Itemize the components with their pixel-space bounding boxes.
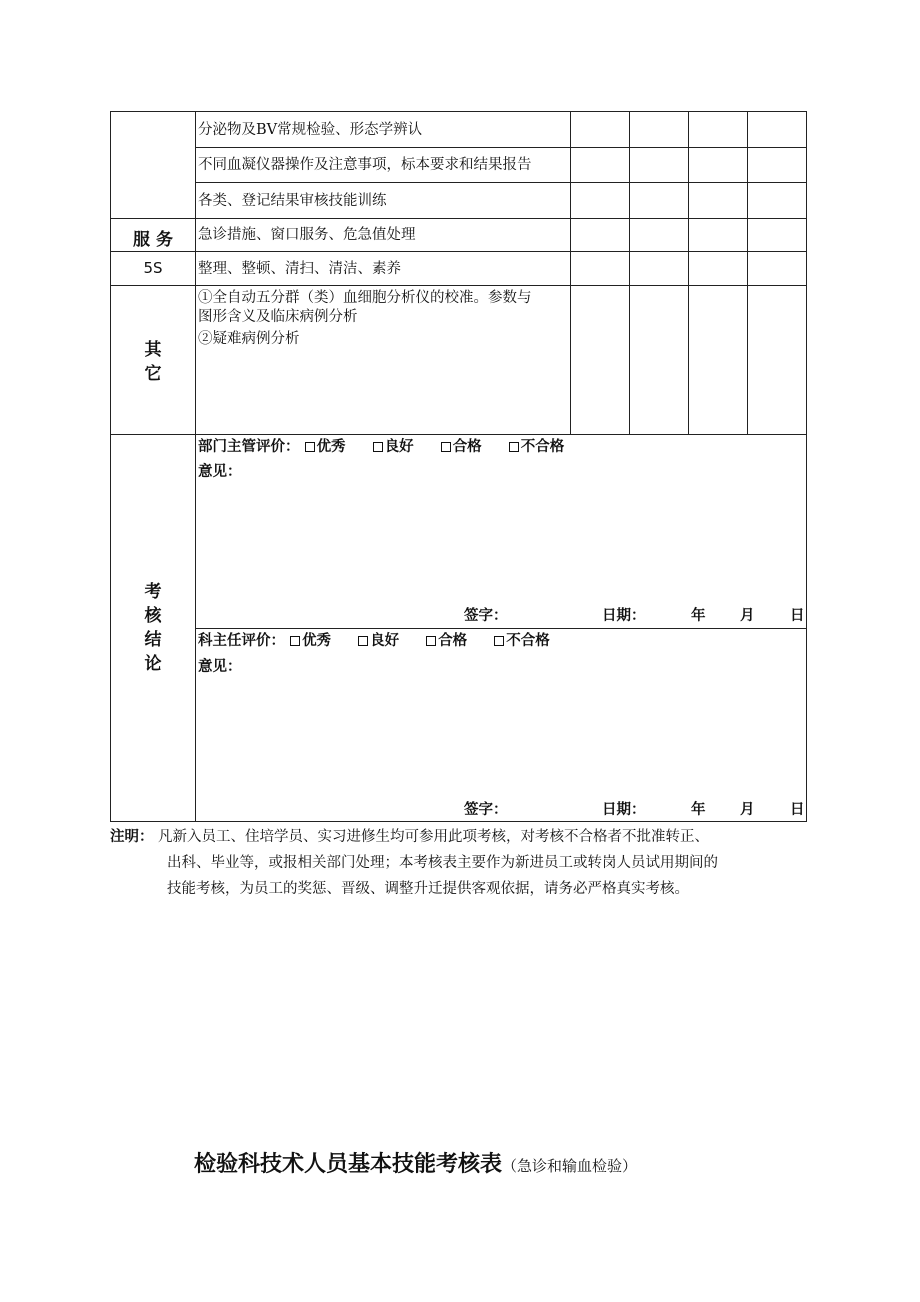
row-divider — [111, 434, 807, 435]
column-divider — [747, 112, 748, 434]
option-good[interactable]: 良好 — [358, 633, 399, 649]
opinion-label: 意见： — [198, 464, 242, 480]
evaluator-label: 部门主管评价： — [198, 439, 300, 455]
date-label: 日期： — [602, 608, 646, 624]
checkbox-icon — [441, 442, 451, 452]
checkbox-icon — [358, 636, 368, 646]
year-label: 年 — [691, 608, 706, 624]
year-label: 年 — [691, 802, 706, 818]
checkbox-icon — [290, 636, 300, 646]
opinion-label: 意见： — [198, 659, 242, 675]
row-divider — [111, 218, 807, 219]
department-evaluation — [198, 438, 564, 456]
checkbox-icon — [426, 636, 436, 646]
month-label: 月 — [740, 608, 755, 624]
row-divider — [196, 182, 807, 183]
note-line-1: 凡新入员工、住培学员、实习进修生均可参用此项考核，对考核不合格者不批准转正、 — [158, 829, 709, 845]
item-other-line-3: ②疑难病例分析 — [198, 331, 300, 347]
row-divider — [196, 628, 807, 629]
item-emergency-service: 急诊措施、窗口服务、危急值处理 — [198, 227, 416, 243]
director-evaluation — [198, 632, 550, 650]
column-divider — [629, 112, 630, 434]
item-coagulation: 不同血凝仪器操作及注意事项，标本要求和结果报告 — [198, 157, 532, 173]
assessment-table — [110, 111, 807, 822]
evaluator-label: 科主任评价： — [198, 633, 285, 649]
column-divider — [688, 112, 689, 434]
day-label: 日 — [790, 802, 805, 818]
checkbox-icon — [509, 442, 519, 452]
form-title — [194, 1147, 637, 1178]
checkbox-icon — [373, 442, 383, 452]
item-result-review: 各类、登记结果审核技能训练 — [198, 193, 387, 209]
option-pass[interactable]: 合格 — [441, 439, 482, 455]
conclusion-label: 考核结论 — [144, 582, 162, 674]
title-main: 检验科技术人员基本技能考核表 — [194, 1151, 503, 1177]
option-pass[interactable]: 合格 — [426, 633, 467, 649]
note-label: 注明： — [110, 829, 154, 845]
item-other-line-2: 图形含义及临床病例分析 — [198, 309, 358, 325]
note-line-3: 技能考核，为员工的奖惩、晋级、调整升迁提供客观依据，请务必严格真实考核。 — [167, 881, 689, 897]
category-5s: 5S — [143, 259, 163, 277]
row-divider — [111, 251, 807, 252]
column-divider — [570, 112, 571, 434]
category-service: 服 务 — [133, 230, 173, 250]
category-other: 其它 — [144, 340, 162, 384]
item-5s: 整理、整顿、清扫、清洁、素养 — [198, 261, 401, 277]
item-secretion-bv: 分泌物及BV常规检验、形态学辨认 — [198, 122, 423, 138]
checkbox-icon — [494, 636, 504, 646]
option-excellent[interactable]: 优秀 — [290, 633, 331, 649]
row-divider — [111, 285, 807, 286]
signature-label: 签字： — [464, 802, 508, 818]
day-label: 日 — [790, 608, 805, 624]
column-divider — [195, 112, 196, 822]
title-subtitle: （急诊和输血检验） — [502, 1157, 638, 1175]
option-excellent[interactable]: 优秀 — [305, 439, 346, 455]
date-label: 日期： — [602, 802, 646, 818]
item-other-line-1: ①全自动五分群（类）血细胞分析仪的校准。参数与 — [198, 290, 532, 306]
signature-label: 签字： — [464, 608, 508, 624]
option-fail[interactable]: 不合格 — [509, 439, 565, 455]
option-good[interactable]: 良好 — [373, 439, 414, 455]
note-line-2: 出科、毕业等，或报相关部门处理；本考核表主要作为新进员工或转岗人员试用期间的 — [167, 855, 718, 871]
option-fail[interactable]: 不合格 — [494, 633, 550, 649]
month-label: 月 — [740, 802, 755, 818]
checkbox-icon — [305, 442, 315, 452]
row-divider — [196, 147, 807, 148]
